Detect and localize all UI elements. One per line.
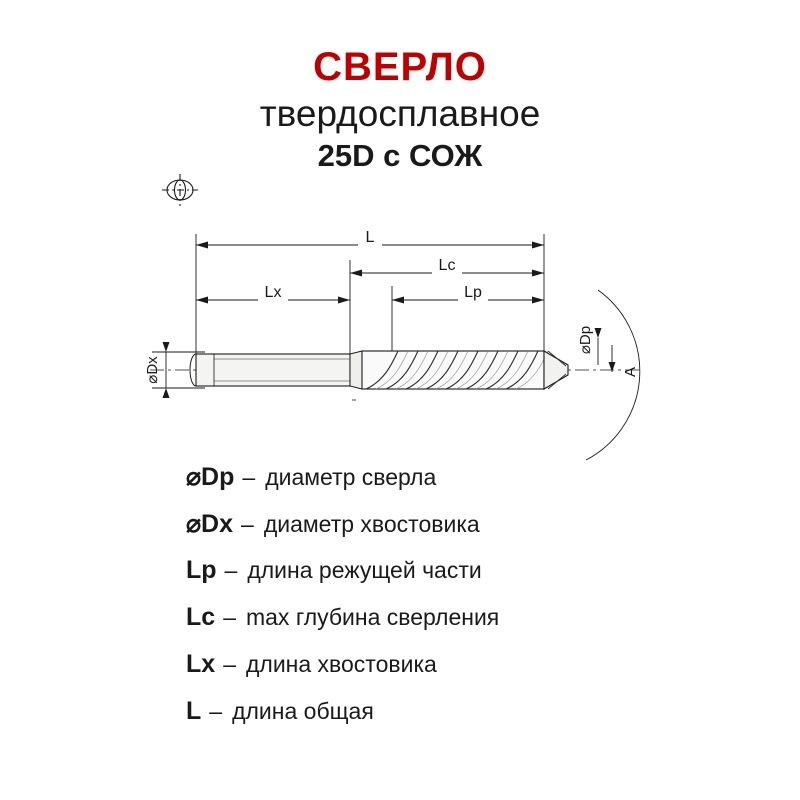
title-block (0, 46, 800, 174)
dimension-Dp (577, 326, 602, 365)
dimension-label-A: A (622, 366, 639, 378)
projection-symbol-icon (162, 174, 198, 206)
page-subtitle-1: твердосплавное (259, 93, 541, 134)
legend-symbol: Lp (186, 556, 217, 584)
dimension-label-L: L (365, 229, 375, 246)
dimension-Lc (350, 256, 544, 277)
legend-symbol: ⌀Dp (186, 463, 235, 491)
legend-dash: – (209, 698, 223, 724)
dimension-Lp (392, 283, 544, 304)
dimension-L (196, 228, 544, 249)
legend-symbol: Lc (186, 603, 216, 631)
legend-dash: – (223, 604, 236, 630)
dimension-label-Lc: Lc (438, 257, 456, 274)
legend-item (186, 556, 786, 603)
legend-dash: – (223, 651, 236, 677)
legend-description: max глубина сверления (245, 604, 500, 630)
dimension-Lx (196, 283, 350, 304)
legend-symbol: ⌀Dx (186, 510, 234, 538)
legend-item (186, 462, 786, 509)
legend-item (186, 603, 786, 650)
legend-symbol: Lx (186, 650, 216, 678)
legend-symbol: L (186, 697, 202, 725)
legend-description: длина общая (232, 698, 374, 724)
legend-list (186, 462, 786, 744)
legend-dash: – (224, 557, 238, 583)
legend-description: диаметр сверла (265, 464, 437, 490)
page-subtitle-2: 25D с СОЖ (317, 137, 483, 173)
dimension-label-Dp: ⌀Dp (577, 325, 594, 355)
legend-item (186, 650, 786, 697)
technical-drawing (0, 160, 800, 480)
page-title: СВЕРЛО (313, 45, 487, 89)
legend-item (186, 509, 786, 556)
dimension-label-Dx: ⌀Dx (144, 356, 161, 384)
legend-description: длина хвостовика (245, 651, 437, 677)
legend-description: диаметр хвостовика (263, 511, 480, 537)
legend-dash: – (242, 464, 256, 490)
dimension-label-Lp: Lp (464, 284, 482, 301)
drill-body-illustration (190, 351, 568, 400)
legend-dash: – (241, 511, 254, 537)
legend-item (186, 697, 786, 744)
legend-description: длина режущей части (247, 557, 482, 583)
dimension-label-Lx: Lx (264, 284, 282, 301)
